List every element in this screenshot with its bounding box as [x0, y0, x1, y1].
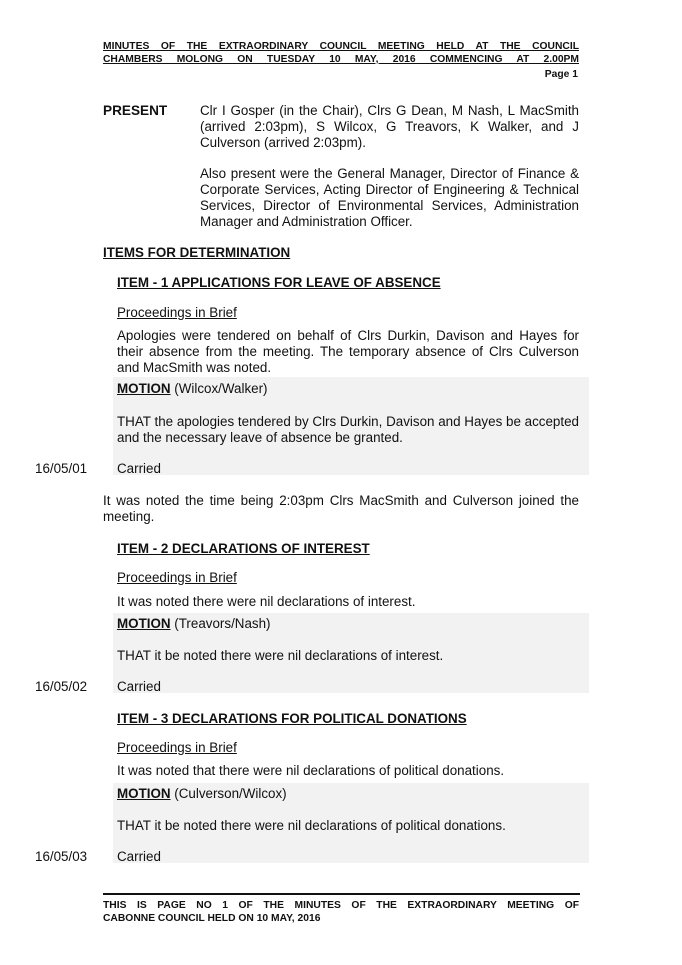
item-3-resolution-number: 16/05/03	[35, 849, 88, 864]
item-1-result: Carried	[117, 461, 161, 476]
item-2-result: Carried	[117, 679, 161, 694]
item-3-motion-movers: (Culverson/Wilcox)	[170, 786, 287, 801]
header-line-1: MINUTES OF THE EXTRAORDINARY COUNCIL MEETING HELD AT THE COUNCIL	[103, 41, 579, 52]
item-3-proceedings: It was noted that there were nil declarations of political donations.	[117, 763, 505, 778]
item-1-proceedings-label: Proceedings in Brief	[117, 305, 237, 320]
header-line-2: CHAMBERS MOLONG ON TUESDAY 10 MAY, 2016 COMMENCING AT 2.00PM	[103, 54, 579, 65]
note-after-item-1: It was noted the time being 2:03pm Clrs MacSmith and Culverson joined the meeting.	[103, 493, 579, 524]
item-2-title: ITEM - 2 DECLARATIONS OF INTEREST	[117, 541, 370, 556]
item-2-resolution-number: 16/05/02	[35, 679, 88, 694]
item-2-motion-text: THAT it be noted there were nil declarations of interest.	[117, 648, 444, 663]
item-3-title: ITEM - 3 DECLARATIONS FOR POLITICAL DONATIONS	[117, 711, 467, 726]
present-label: PRESENT	[103, 103, 168, 118]
page-header	[103, 40, 579, 66]
footer-line-2: CABONNE COUNCIL HELD ON 10 MAY, 2016	[103, 913, 321, 924]
items-heading: ITEMS FOR DETERMINATION	[103, 245, 291, 260]
item-3-proceedings-label: Proceedings in Brief	[117, 740, 237, 755]
present-staff: Also present were the General Manager, Director of Finance & Corporate Services, Acting Director of Engineering & Technical Services, Director of Environmental Services, Administration Manager and Administration Officer.	[200, 166, 579, 229]
item-1-resolution-number: 16/05/01	[35, 461, 88, 476]
item-1-motion-movers: (Wilcox/Walker)	[170, 381, 268, 396]
item-1-title: ITEM - 1 APPLICATIONS FOR LEAVE OF ABSENCE	[117, 275, 441, 290]
item-3-motion-line	[117, 786, 579, 802]
item-2-proceedings-label: Proceedings in Brief	[117, 570, 237, 585]
item-2-motion-movers: (Treavors/Nash)	[170, 616, 271, 631]
item-1-proceedings: Apologies were tendered on behalf of Clrs Durkin, Davison and Hayes for their absence from the meeting. The temporary absence of Clrs Culverson and MacSmith was noted.	[117, 328, 579, 375]
item-1-motion-label: MOTION	[117, 381, 171, 396]
page-footer	[103, 899, 579, 925]
footer-rule	[103, 893, 580, 895]
item-2-proceedings: It was noted there were nil declarations of interest.	[117, 594, 416, 609]
item-3-result: Carried	[117, 849, 161, 864]
footer-line-1: THIS IS PAGE NO 1 OF THE MINUTES OF THE EXTRAORDINARY MEETING OF	[103, 900, 579, 911]
item-3-motion-label: MOTION	[117, 786, 171, 801]
item-2-motion-line	[117, 616, 579, 632]
item-1-motion-line	[117, 381, 579, 397]
item-3-motion-text: THAT it be noted there were nil declarations of political donations.	[117, 818, 506, 833]
page-number: Page 1	[544, 69, 578, 80]
item-2-motion-label: MOTION	[117, 616, 171, 631]
item-1-motion-text: THAT the apologies tendered by Clrs Durkin, Davison and Hayes be accepted and the necessary leave of absence be granted.	[117, 414, 579, 445]
present-attendees: Clr I Gosper (in the Chair), Clrs G Dean, M Nash, L MacSmith (arrived 2:03pm), S Wilcox, G Treavors, K Walker, and J Culverson (arrived 2:03pm).	[200, 103, 579, 150]
